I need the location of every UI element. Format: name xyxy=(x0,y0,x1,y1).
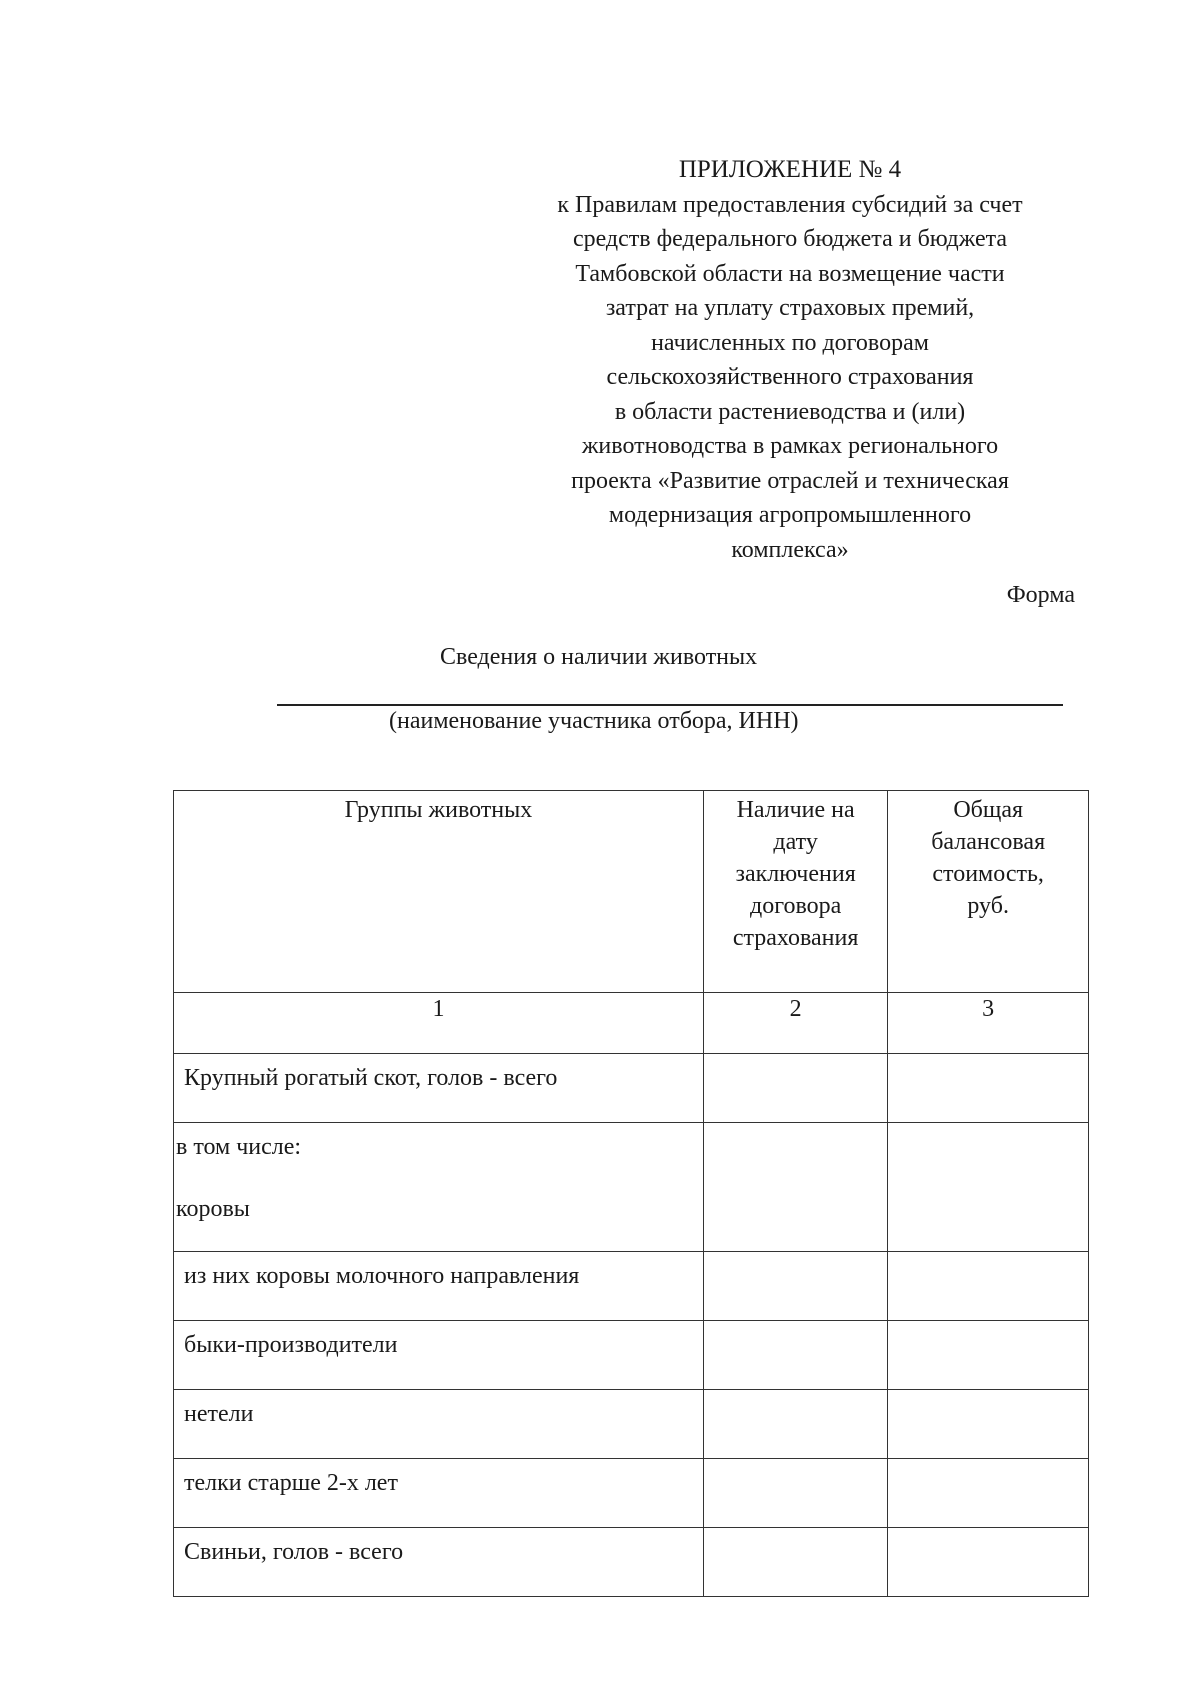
availability-cell[interactable] xyxy=(703,1321,887,1390)
row-label-heifers: нетели xyxy=(174,1390,704,1459)
header-animal-groups-label: Группы животных xyxy=(344,797,533,823)
row-label-breeding-bulls: быки-производители xyxy=(174,1321,704,1390)
column-number: 2 xyxy=(703,993,887,1054)
header-availability-line: дату xyxy=(773,829,818,855)
header-availability-line: заключения xyxy=(735,861,856,887)
row-label-dairy-cows: из них коровы молочного направления xyxy=(174,1252,704,1321)
header-availability-line: страхования xyxy=(732,925,859,951)
appendix-line: в области растениеводства и (или) xyxy=(614,398,966,425)
appendix-line: модернизация агропромышленного xyxy=(608,502,972,528)
row-label-heifers-over-2: телки старше 2-х лет xyxy=(174,1459,704,1528)
row-label-including: в том числе: xyxy=(176,1134,302,1160)
book-value-cell[interactable] xyxy=(888,1054,1089,1123)
availability-cell[interactable] xyxy=(703,1252,887,1321)
table-row xyxy=(174,1459,1089,1528)
column-number: 3 xyxy=(888,993,1089,1054)
appendix-line: животноводства в рамках регионального xyxy=(581,433,999,459)
availability-cell[interactable] xyxy=(703,1054,887,1123)
book-value-cell[interactable] xyxy=(888,1252,1089,1321)
book-value-cell[interactable] xyxy=(888,1123,1089,1252)
table-row xyxy=(174,1321,1089,1390)
header-book-value-line: Общая xyxy=(953,797,1024,823)
appendix-line: средств федерального бюджета и бюджета xyxy=(572,226,1008,252)
table-row xyxy=(174,1123,1089,1252)
book-value-cell[interactable] xyxy=(888,1459,1089,1528)
header-book-value-line: стоимость, xyxy=(932,861,1044,887)
row-label-cattle-total: Крупный рогатый скот, голов - всего xyxy=(174,1054,704,1123)
participant-name-line[interactable] xyxy=(277,704,1063,706)
appendix-line: комплекса» xyxy=(731,536,849,563)
column-number: 1 xyxy=(174,993,704,1054)
table-row xyxy=(174,1528,1089,1597)
header-book-value-line: руб. xyxy=(967,893,1009,919)
header-animal-groups xyxy=(174,791,704,993)
availability-cell[interactable] xyxy=(703,1390,887,1459)
form-label: Форма xyxy=(1006,582,1075,608)
column-number-row xyxy=(174,993,1089,1054)
row-label-cows-text: коровы xyxy=(176,1196,250,1222)
availability-cell[interactable] xyxy=(703,1528,887,1597)
appendix-line: проекта «Развитие отраслей и техническая xyxy=(571,467,1009,494)
appendix-line: Тамбовской области на возмещение части xyxy=(575,260,1005,287)
book-value-cell[interactable] xyxy=(888,1390,1089,1459)
document-title: Сведения о наличии животных xyxy=(440,644,758,670)
header-availability-line: Наличие на xyxy=(736,797,855,823)
book-value-cell[interactable] xyxy=(888,1321,1089,1390)
availability-cell[interactable] xyxy=(703,1459,887,1528)
availability-cell[interactable] xyxy=(703,1123,887,1252)
appendix-title: ПРИЛОЖЕНИЕ № 4 xyxy=(678,156,902,183)
table-row xyxy=(174,1252,1089,1321)
appendix-line: к Правилам предоставления субсидий за счет xyxy=(557,191,1023,218)
table-row xyxy=(174,1054,1089,1123)
animals-table xyxy=(173,790,1089,1597)
row-label-pigs-total: Свиньи, голов - всего xyxy=(174,1528,704,1597)
book-value-cell[interactable] xyxy=(888,1528,1089,1597)
row-label-cows xyxy=(174,1123,704,1252)
appendix-line: затрат на уплату страховых премий, xyxy=(605,295,975,321)
appendix-header xyxy=(500,153,1080,567)
header-book-value xyxy=(888,791,1089,993)
header-availability xyxy=(703,791,887,993)
appendix-line: начисленных по договорам xyxy=(651,329,929,356)
header-book-value-line: балансовая xyxy=(931,829,1046,855)
appendix-line: сельскохозяйственного страхования xyxy=(606,364,974,390)
header-availability-line: договора xyxy=(750,893,842,919)
table-row xyxy=(174,1390,1089,1459)
table-header-row xyxy=(174,791,1089,993)
participant-name-caption: (наименование участника отбора, ИНН) xyxy=(389,708,799,734)
